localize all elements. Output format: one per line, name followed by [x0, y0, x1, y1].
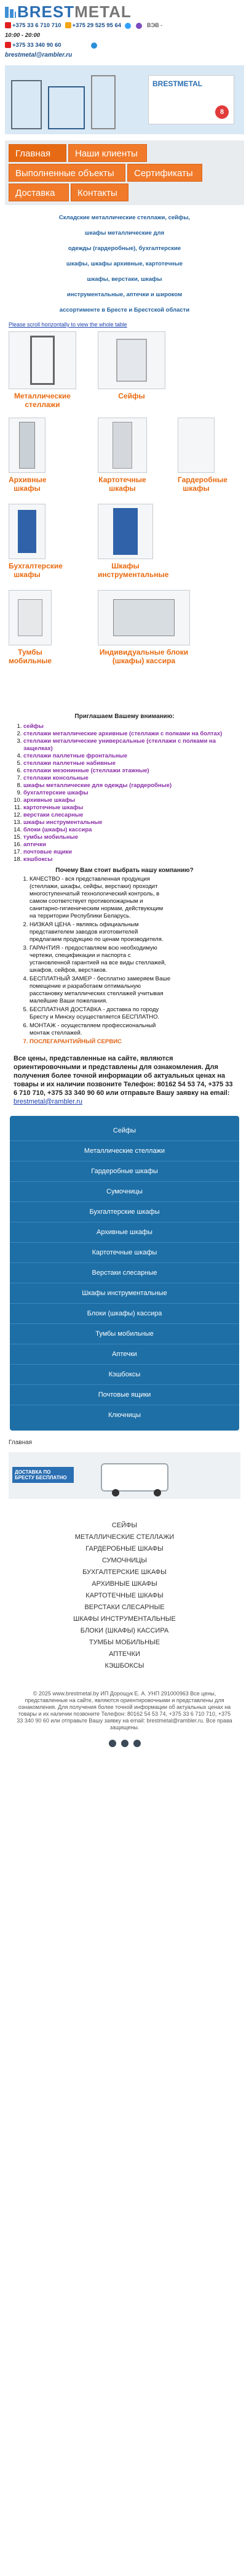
catalog-image: [9, 418, 45, 473]
catalog-item-tool-cabinets[interactable]: [98, 504, 169, 579]
nav-certificates[interactable]: Сертификаты: [127, 164, 202, 182]
catalog-item-wardrobe[interactable]: [178, 418, 227, 493]
category-menu-item[interactable]: Блоки (шкафы) кассира: [10, 1304, 239, 1324]
footer-links: [0, 1520, 249, 1672]
header-email[interactable]: brestmetal@rambler.ru: [5, 52, 73, 59]
reason-item: 3. ГАРАНТИЯ - предоставляем всю необходимую чертежи, спецификации и паспорта с установленной гарантией на все виды стеллажей, шкафов, сейфов, верстаков.: [30, 945, 171, 974]
category-menu-item[interactable]: Тумбы мобильные: [10, 1324, 239, 1344]
social-circle-icon[interactable]: [121, 1740, 128, 1747]
logo-part2: METAL: [74, 2, 132, 21]
van-wheel-icon: [112, 1489, 119, 1496]
contacts-block: [5, 21, 245, 60]
category-menu-item[interactable]: Гардеробные шкафы: [10, 1161, 239, 1182]
phone-life[interactable]: +375 29 525 95 64: [65, 21, 122, 31]
viber-icon[interactable]: [136, 23, 142, 29]
catalog-image: [98, 331, 165, 389]
list-item[interactable]: 9. бухгалтерские шкафы: [23, 789, 237, 797]
intro-line: ассортименте в Бресте и Брестской области: [59, 307, 190, 313]
category-menu-item[interactable]: Бухгалтерские шкафы: [10, 1202, 239, 1222]
price-disclaimer: [14, 1054, 235, 1106]
list-item[interactable]: 7. стеллажи консольные: [23, 775, 237, 782]
viber-label: ВЭВ -: [147, 22, 163, 29]
list-item[interactable]: 11. картотечные шкафы: [23, 804, 237, 812]
logo[interactable]: [5, 2, 132, 22]
catalog-title: Картотечные шкафы: [98, 475, 146, 493]
banner-rack-image: [91, 75, 116, 129]
banner-badge: 8: [215, 105, 229, 119]
breadcrumb[interactable]: Главная: [9, 1439, 33, 1446]
delivery-label: ДОСТАВКА ПО БРЕСТУ БЕСПЛАТНО: [12, 1467, 74, 1483]
list-item[interactable]: 6. стеллажи мезонинные (стеллажи этажные): [23, 767, 237, 775]
footer-link[interactable]: ГАРДЕРОБНЫЕ ШКАФЫ: [85, 1545, 164, 1552]
category-menu-item[interactable]: Почтовые ящики: [10, 1385, 239, 1405]
list-item[interactable]: 3. стеллажи металлические универсальные (стеллажи с полками на защелках): [23, 738, 237, 753]
catalog-image: [9, 504, 45, 559]
category-menu-item[interactable]: Верстаки слесарные: [10, 1263, 239, 1283]
price-email-link[interactable]: brestmetal@rambler.ru: [14, 1098, 83, 1105]
reason-item: 4. БЕСПЛАТНЫЙ ЗАМЕР - бесплатно замеряем Ваше помещение и разработаем оптимальную расстановку металлических стеллажей учитывая малейшие Ваши пожелания.: [30, 975, 171, 1005]
copyright-text: © 2025 www.brestmetal.by ИП Дорощук Е. А. УНП 291000963 Все цены, представленные на сайте, являются ориентировочными и представлены для ознакомления. Для получения более точной информации об актуальных ценах на товары и их наличии позвоните Телефон: 80162 54 53 74, +375 33 6 710 710, +375 33 340 90 60 или отправьте Вашу заявку на email: brestmetal@rambler.ru. Все права защищены.: [17, 1690, 232, 1730]
catalog-item-card-file[interactable]: [98, 418, 147, 493]
phone-3[interactable]: +375 33 340 90 60: [5, 41, 61, 50]
reason-item: 6. МОНТАЖ - осуществляем профессиональный монтаж стеллажей.: [30, 1022, 171, 1037]
logo-part1: BREST: [17, 2, 75, 21]
reason-item: 2. НИЗКАЯ ЦЕНА - являясь официальным представителем заводов изготовителей предлагаем продукцию по ценам производителя.: [30, 921, 171, 943]
social-icons: [0, 1740, 249, 1747]
footer-link[interactable]: ВЕРСТАКИ СЛЕСАРНЫЕ: [84, 1604, 165, 1611]
footer-link[interactable]: БУХГАЛТЕРСКИЕ ШКАФЫ: [82, 1569, 167, 1576]
nav-home[interactable]: Главная: [9, 144, 66, 162]
mts-icon: [5, 22, 11, 28]
list-item[interactable]: 13. шкафы инструментальные: [23, 819, 237, 826]
footer-link[interactable]: АРХИВНЫЕ ШКАФЫ: [92, 1580, 157, 1588]
intro-line: инструментальные, аптечки и широком: [66, 291, 183, 298]
site-header: [0, 0, 249, 62]
category-menu-item[interactable]: Архивные шкафы: [10, 1222, 239, 1243]
nav-delivery[interactable]: Доставка: [9, 184, 69, 201]
banner-shelf-image: [11, 80, 42, 129]
catalog-item-archive[interactable]: [9, 418, 45, 493]
list-item[interactable]: 8. шкафы металлические для одежды (гардеробные): [23, 782, 237, 789]
logo-text: [17, 2, 132, 22]
catalog-image: [98, 504, 153, 559]
catalog-title: Металлические стеллажи: [14, 392, 71, 409]
list-item[interactable]: 15. тумбы мобильные: [23, 834, 237, 841]
skype-icon[interactable]: [91, 42, 97, 49]
delivery-van-image: [101, 1463, 168, 1492]
intro-line: шкафы, шкафы архивные, картотечные: [66, 260, 183, 267]
welcome-heading: Приглашаем Вашему вниманию:: [74, 713, 175, 720]
banner-cabinet-image: [48, 86, 85, 129]
list-item[interactable]: 4. стеллажи паллетные фронтальные: [23, 753, 237, 760]
category-menu-item[interactable]: Шкафы инструментальные: [10, 1283, 239, 1304]
catalog-title: Тумбы мобильные: [9, 648, 52, 665]
footer-link[interactable]: ШКАФЫ ИНСТРУМЕНТАЛЬНЫЕ: [73, 1615, 176, 1623]
intro-line: шкафы, верстаки, шкафы: [87, 276, 162, 283]
banner-sign-text: BRESTMETAL: [152, 79, 203, 88]
category-menu-item[interactable]: Кэшбоксы: [10, 1365, 239, 1385]
list-item[interactable]: 10. архивные шкафы: [23, 797, 237, 804]
catalog-item-safes[interactable]: [98, 331, 165, 400]
nav-contacts[interactable]: Контакты: [71, 184, 128, 201]
footer-link[interactable]: МЕТАЛЛИЧЕСКИЕ СТЕЛЛАЖИ: [74, 1533, 175, 1541]
category-menu-item[interactable]: Металлические стеллажи: [10, 1141, 239, 1161]
catalog-item-accounting[interactable]: [9, 504, 63, 579]
catalog-image: [98, 418, 147, 473]
reason-item: 7. ПОСЛЕГАРАНТИЙНЫЙ СЕРВИС: [30, 1038, 171, 1046]
footer-link[interactable]: АПТЕЧКИ: [109, 1650, 140, 1658]
category-menu-item[interactable]: Сейфы: [10, 1121, 239, 1141]
catalog-title: Архивные шкафы: [9, 475, 47, 493]
footer-link[interactable]: КАРТОТЕЧНЫЕ ШКАФЫ: [85, 1592, 164, 1599]
list-item[interactable]: 12. верстаки слесарные: [23, 812, 237, 819]
catalog-image: [98, 590, 190, 645]
intro-line: Складские металлические стеллажи, сейфы,: [58, 214, 191, 221]
catalog-image: [9, 590, 52, 645]
catalog-title: Гардеробные шкафы: [178, 475, 227, 493]
category-menu-item[interactable]: Сумочницы: [10, 1182, 239, 1202]
banner-sign: [148, 75, 234, 124]
catalog-title: Сейфы: [118, 392, 145, 400]
work-hours: 10:00 - 20:00: [5, 32, 41, 39]
category-menu-item[interactable]: Ключницы: [108, 1411, 141, 1419]
page-bottom-spacer: [0, 1747, 249, 1759]
footer-link[interactable]: БЛОКИ (ШКАФЫ) КАССИРА: [80, 1627, 169, 1634]
list-item[interactable]: 5. стеллажи паллетные набивные: [23, 760, 237, 767]
list-item[interactable]: 16. аптечки: [23, 841, 237, 849]
van-wheel-icon: [154, 1489, 161, 1496]
hero-banner: [5, 65, 244, 134]
intro-line: шкафы металлические для: [84, 230, 165, 236]
reason-item: 5. БЕСПЛАТНАЯ ДОСТАВКА - доставка по городу Бресту и Минску осуществляется БЕСПЛАТНО.: [30, 1006, 171, 1021]
list-item[interactable]: 2. стеллажи металлические архивные (стеллажи с полками на болтах): [23, 730, 237, 738]
footer-link[interactable]: ТУМБЫ МОБИЛЬНЫЕ: [89, 1639, 160, 1646]
catalog-title: Бухгалтерские шкафы: [9, 562, 63, 579]
main-navigation: [5, 140, 244, 205]
reason-item: 1. КАЧЕСТВО - вся представленная продукция (стеллажи, шкафы, сейфы, верстаки) проходит многоступенчатый технологический контроль, в самом соответствует противопожарным и санитарно-гигиеническим нормам, действующим на территории Республики Беларусь.: [30, 876, 171, 920]
intro-line: одежды (гардеробные), бухгалтерские: [68, 245, 181, 252]
footer-link[interactable]: КЭШБОКСЫ: [105, 1662, 144, 1670]
intro-text: [7, 210, 242, 318]
category-menu: [10, 1116, 239, 1431]
catalog-title: Шкафы инструментальные: [98, 562, 169, 579]
list-item[interactable]: 18. кэшбоксы: [23, 856, 237, 863]
catalog-item-cashier-blocks[interactable]: [98, 590, 190, 665]
delivery-banner[interactable]: [9, 1452, 240, 1499]
product-catalog: [9, 331, 249, 916]
list-item[interactable]: 14. блоки (шкафы) кассира: [23, 826, 237, 834]
nav-clients[interactable]: Наши клиенты: [68, 144, 147, 162]
social-circle-icon[interactable]: [109, 1740, 116, 1747]
mts-icon: [5, 42, 11, 48]
scroll-hint[interactable]: Please scroll horizontally to view the whole table: [9, 321, 127, 328]
footer-link[interactable]: СУМОЧНИЦЫ: [101, 1557, 148, 1564]
category-menu-item[interactable]: Картотечные шкафы: [10, 1243, 239, 1263]
catalog-title: Индивидуальные блоки (шкафы) кассира: [99, 648, 189, 665]
life-icon: [65, 22, 71, 28]
logo-mark-icon: [5, 6, 16, 19]
phone-mts[interactable]: +375 33 6 710 710: [5, 21, 61, 31]
nav-objects[interactable]: Выполненные объекты: [9, 164, 125, 182]
list-item[interactable]: 1. сейфы: [23, 723, 237, 730]
catalog-item-mobile-pedestal[interactable]: [9, 590, 52, 665]
footer-link[interactable]: СЕЙФЫ: [111, 1522, 138, 1529]
catalog-image: [178, 418, 215, 473]
telegram-icon[interactable]: [125, 23, 131, 29]
social-circle-icon[interactable]: [133, 1740, 141, 1747]
catalog-item-shelving[interactable]: [9, 331, 76, 409]
catalog-image: [9, 331, 76, 389]
category-menu-item[interactable]: Аптечки: [10, 1344, 239, 1365]
list-item[interactable]: 17. почтовые ящики: [23, 849, 237, 856]
reasons-heading: Почему Вам стоит выбрать нашу компанию?: [55, 867, 194, 874]
price-disclaimer-text: Все цены, представленные на сайте, являются ориентировочными и представлены для ознакомления. Для получения более точной информации об актуальных ценах на товары и их наличии позвоните Телефон: 80162 54 53 74, +375 33 6 710 710, +375 33 340 90 60 или отправьте Вашу заявку на email:: [14, 1055, 233, 1097]
